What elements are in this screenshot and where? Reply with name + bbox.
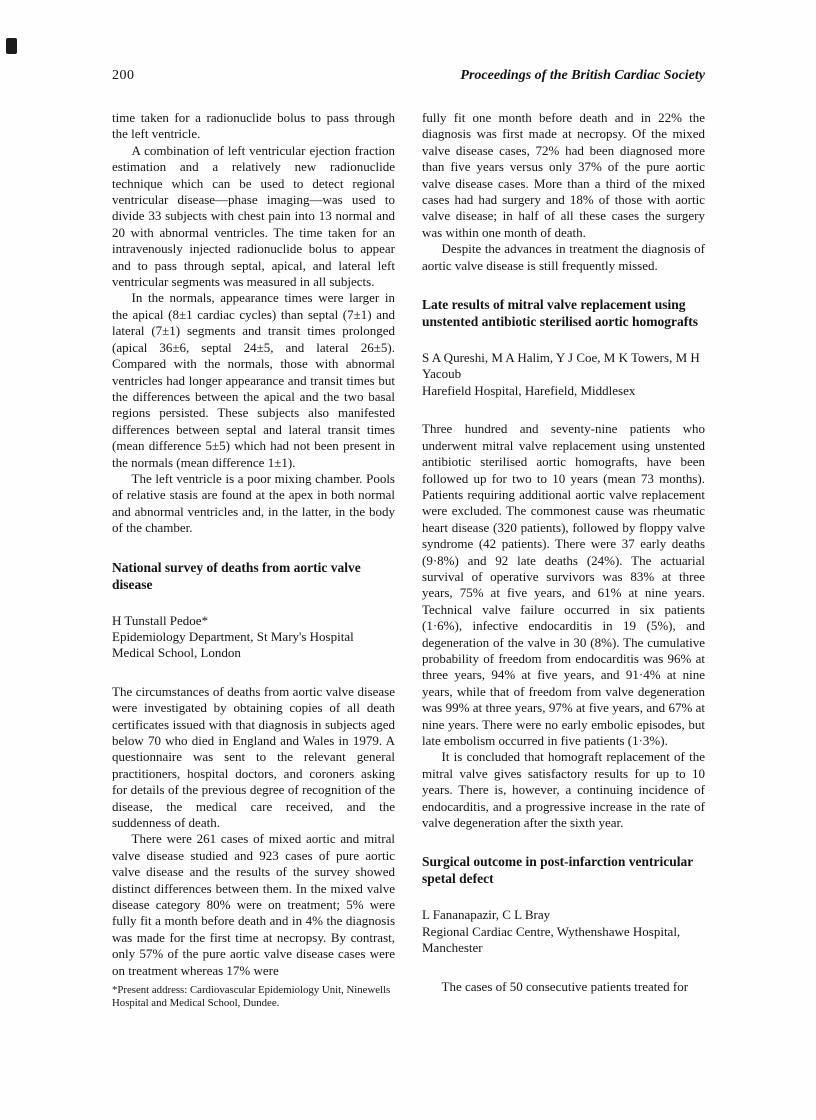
section-heading-vsd-surgery: Surgical outcome in post-infarction ventricular spetal defect (422, 854, 693, 887)
affiliation-mitral-homograft: Harefield Hospital, Harefield, Middlesex (422, 382, 636, 398)
section-heading-aortic-survey: National survey of deaths from aortic valve disease (112, 559, 361, 592)
two-column-body (112, 110, 705, 1011)
abstract-paragraph: Despite the advances in treatment the diagnosis of aortic valve disease is still frequently missed. (422, 241, 705, 273)
affiliation-vsd-surgery: Regional Cardiac Centre, Wythenshawe Hospital, Manchester (422, 923, 681, 956)
page-header (112, 68, 705, 84)
footnote-present-address: *Present address: Cardiovascular Epidemiology Unit, Ninewells Hospital and Medical School, Dundee. (112, 984, 391, 1010)
abstract-paragraph: It is concluded that homograft replacement of the mitral valve gives satisfactory results for up to 10 years. There is, however, a continuing incidence of endocarditis, and a progressive increase in the rate of valve degeneration after the sixth year. (422, 749, 705, 831)
section-heading-mitral-homograft: Late results of mitral valve replacement using unstented antibiotic sterilised aortic homografts (422, 297, 698, 330)
page-number: 200 (112, 68, 135, 83)
affiliation-aortic-survey: Epidemiology Department, St Mary's Hospital Medical School, London (112, 628, 354, 661)
abstract-paragraph: In the normals, appearance times were larger in the apical (8±1 cardiac cycles) than septal (7±1) and lateral (7±1) segments and transit times prolonged (apical 36±6, septal 24±5, and lateral 26±5). Compared with the normals, those with abnormal ventricles had longer appearance and transit times but the differences between the apical and the two basal regions persisted. These subjects also manifested differences between septal and lateral transit times (mean difference 5±5) which had not been present in the normals (mean difference 1±1). (112, 290, 395, 470)
left-column (112, 110, 395, 1011)
authors-mitral-homograft: S A Qureshi, M A Halim, Y J Coe, M K Towers, M H Yacoub (422, 350, 700, 382)
abstract-paragraph: The circumstances of deaths from aortic valve disease were investigated by obtaining copies of all death certificates issued with that diagnosis in subjects aged below 70 who died in England and Wales in 1979. A questionnaire was sent to the relevant general practitioners, hospital doctors, and coroners asking for details of the previous degree of recognition of the disease, the medical care received, and the suddenness of death. (112, 683, 395, 831)
abstract-paragraph: The cases of 50 consecutive patients treated for (441, 978, 689, 994)
authors-vsd-surgery: L Fananapazir, C L Bray (422, 907, 551, 923)
abstract-paragraph: A combination of left ventricular ejection fraction estimation and a relatively new radionuclide technique which can be used to detect regional ventricular disease—phase imaging—was used to divide 33 subjects with chest pain into 13 normal and 20 with abnormal ventricles. The time taken for an intravenously injected radionuclide bolus to appear and to pass through septal, apical, and lateral left ventricular segments was measured in all subjects. (112, 142, 395, 290)
right-column (422, 110, 705, 1011)
abstract-paragraph: There were 261 cases of mixed aortic and mitral valve disease studied and 923 cases of pure aortic valve disease and the results of the survey showed distinct differences between them. In the mixed valve disease category 80% were on treatment; 5% were fully fit a month before death and in 4% the diagnosis was made for the first time at necropsy. By contrast, only 57% of the pure aortic valve disease cases were on treatment whereas 17% were (112, 831, 395, 978)
abstract-paragraph: fully fit one month before death and in 22% the diagnosis was first made at necropsy. Of the mixed valve disease cases, 72% had been diagnosed more than five years versus only 37% of the pure aortic valve disease cases. More than a third of the mixed cases had had surgery and 18% of those with aortic valve disease; in half of all these cases the surgery was within one month of death. (422, 110, 705, 240)
abstract-paragraph: The left ventricle is a poor mixing chamber. Pools of relative stasis are found at the apex in both normal and abnormal ventricles and, in the latter, in the body of the chamber. (112, 470, 395, 536)
running-title: Proceedings of the British Cardiac Society (460, 68, 705, 83)
scan-artifact-mark (6, 38, 17, 54)
abstract-paragraph: time taken for a radionuclide bolus to pass through the left ventricle. (112, 110, 395, 142)
authors-aortic-survey: H Tunstall Pedoe* (112, 612, 209, 628)
abstract-paragraph: Three hundred and seventy-nine patients who underwent mitral valve replacement using unstented antibiotic sterilised aortic homografts, have been followed up for two to 10 years (mean 73 months). Patients requiring additional aortic valve replacement were excluded. The commonest cause was rheumatic heart disease (320 patients), followed by floppy valve syndrome (42 patients). There were 37 early deaths (9·8%) and 92 late deaths (24%). The actuarial survival of operative survivors was 83% at three years, 75% at five years, and 61% at nine years. Technical valve failure occurred in six patients (1·6%), infective endocarditis in 19 (5%), and degeneration of the valve in 30 (8%). The cumulative probability of freedom from endocarditis was 96% at three years, 94% at five years, and 91·4% at nine years, while that of freedom from valve degeneration was 99% at three years, 97% at five years, and 67% at nine years. There were no early embolic episodes, but late embolism occurred in five patients (1·3%). (422, 421, 705, 748)
